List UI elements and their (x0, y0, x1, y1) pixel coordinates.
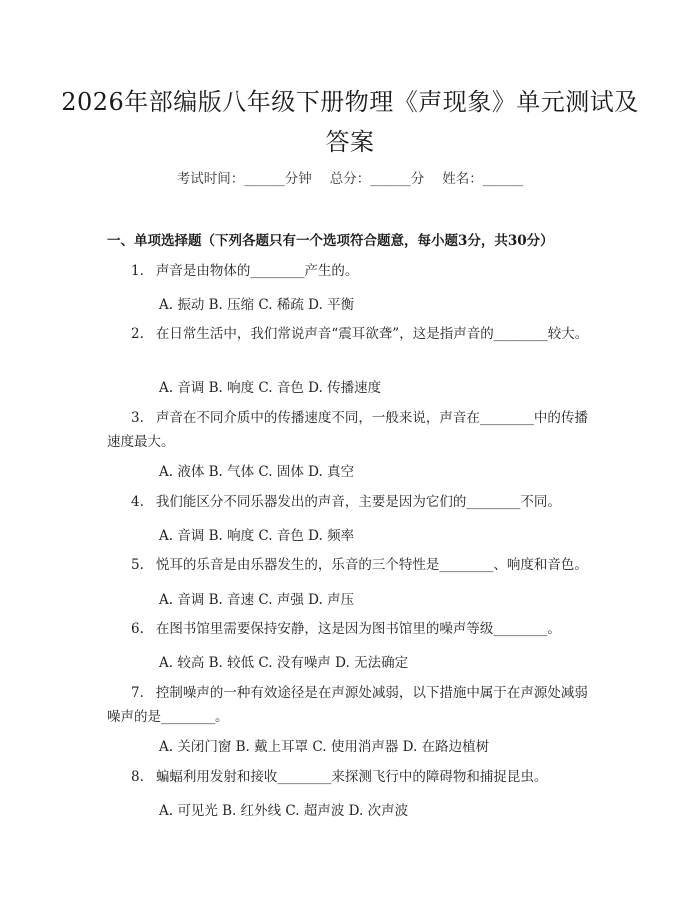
question-4-options: A. 音调 B. 响度 C. 音色 D. 频率 (159, 528, 355, 544)
question-text: 声音在不同介质中的传播速度不同，一般来说，声音在________中的传播速度最大。 (107, 410, 588, 450)
question-text: 我们能区分不同乐器发出的声音，主要是因为它们的________不同。 (155, 494, 561, 510)
question-number: 4. (131, 494, 144, 510)
question-2-options: A. 音调 B. 响度 C. 音色 D. 传播速度 (159, 380, 382, 396)
exam-meta (0, 167, 700, 187)
question-5 (107, 553, 594, 577)
question-number: 1. (131, 263, 144, 279)
student-name: 姓名：______ (442, 171, 524, 187)
total-score: 总分：______分 (329, 171, 425, 187)
question-number: 7. (131, 685, 144, 701)
question-text: 在图书馆里需要保持安静，这是因为图书馆里的噪声等级________。 (155, 621, 561, 637)
question-2 (107, 322, 594, 346)
section-heading: 一、单项选择题（下列各题只有一个选项符合题意，每小题3分，共30分） (107, 233, 554, 249)
exam-time: 考试时间：______分钟 (176, 171, 312, 187)
question-6 (107, 617, 594, 641)
question-1 (107, 259, 594, 283)
document-title: 2026年部编版八年级下册物理《声现象》单元测试及答案 (61, 88, 639, 156)
question-number: 6. (131, 621, 144, 637)
question-text: 蝙蝠利用发射和接收________来探测飞行中的障碍物和捕捉昆虫。 (155, 769, 548, 785)
question-1-options: A. 振动 B. 压缩 C. 稀疏 D. 平衡 (159, 297, 355, 313)
question-6-options: A. 较高 B. 较低 C. 没有噪声 D. 无法确定 (159, 655, 409, 671)
question-3 (107, 406, 594, 454)
question-3-options: A. 液体 B. 气体 C. 固体 D. 真空 (159, 464, 355, 480)
question-7-options: A. 关闭门窗 B. 戴上耳罩 C. 使用消声器 D. 在路边植树 (159, 739, 490, 755)
question-text: 控制噪声的一种有效途径是在声源处减弱，以下措施中属于在声源处减弱噪声的是________。 (107, 685, 588, 725)
question-text: 在日常生活中，我们常说声音“震耳欲聋”，这是指声音的________较大。 (155, 326, 589, 342)
question-text: 声音是由物体的________产生的。 (155, 263, 359, 279)
question-number: 2. (131, 326, 144, 342)
question-number: 3. (131, 410, 144, 426)
question-4 (107, 490, 594, 514)
question-7 (107, 681, 594, 729)
question-text: 悦耳的乐音是由乐器发生的，乐音的三个特性是________、响度和音色。 (155, 557, 588, 573)
question-5-options: A. 音调 B. 音速 C. 声强 D. 声压 (159, 592, 355, 608)
question-number: 5. (131, 557, 144, 573)
question-8 (107, 765, 594, 789)
question-8-options: A. 可见光 B. 红外线 C. 超声波 D. 次声波 (159, 803, 409, 819)
question-number: 8. (131, 769, 144, 785)
